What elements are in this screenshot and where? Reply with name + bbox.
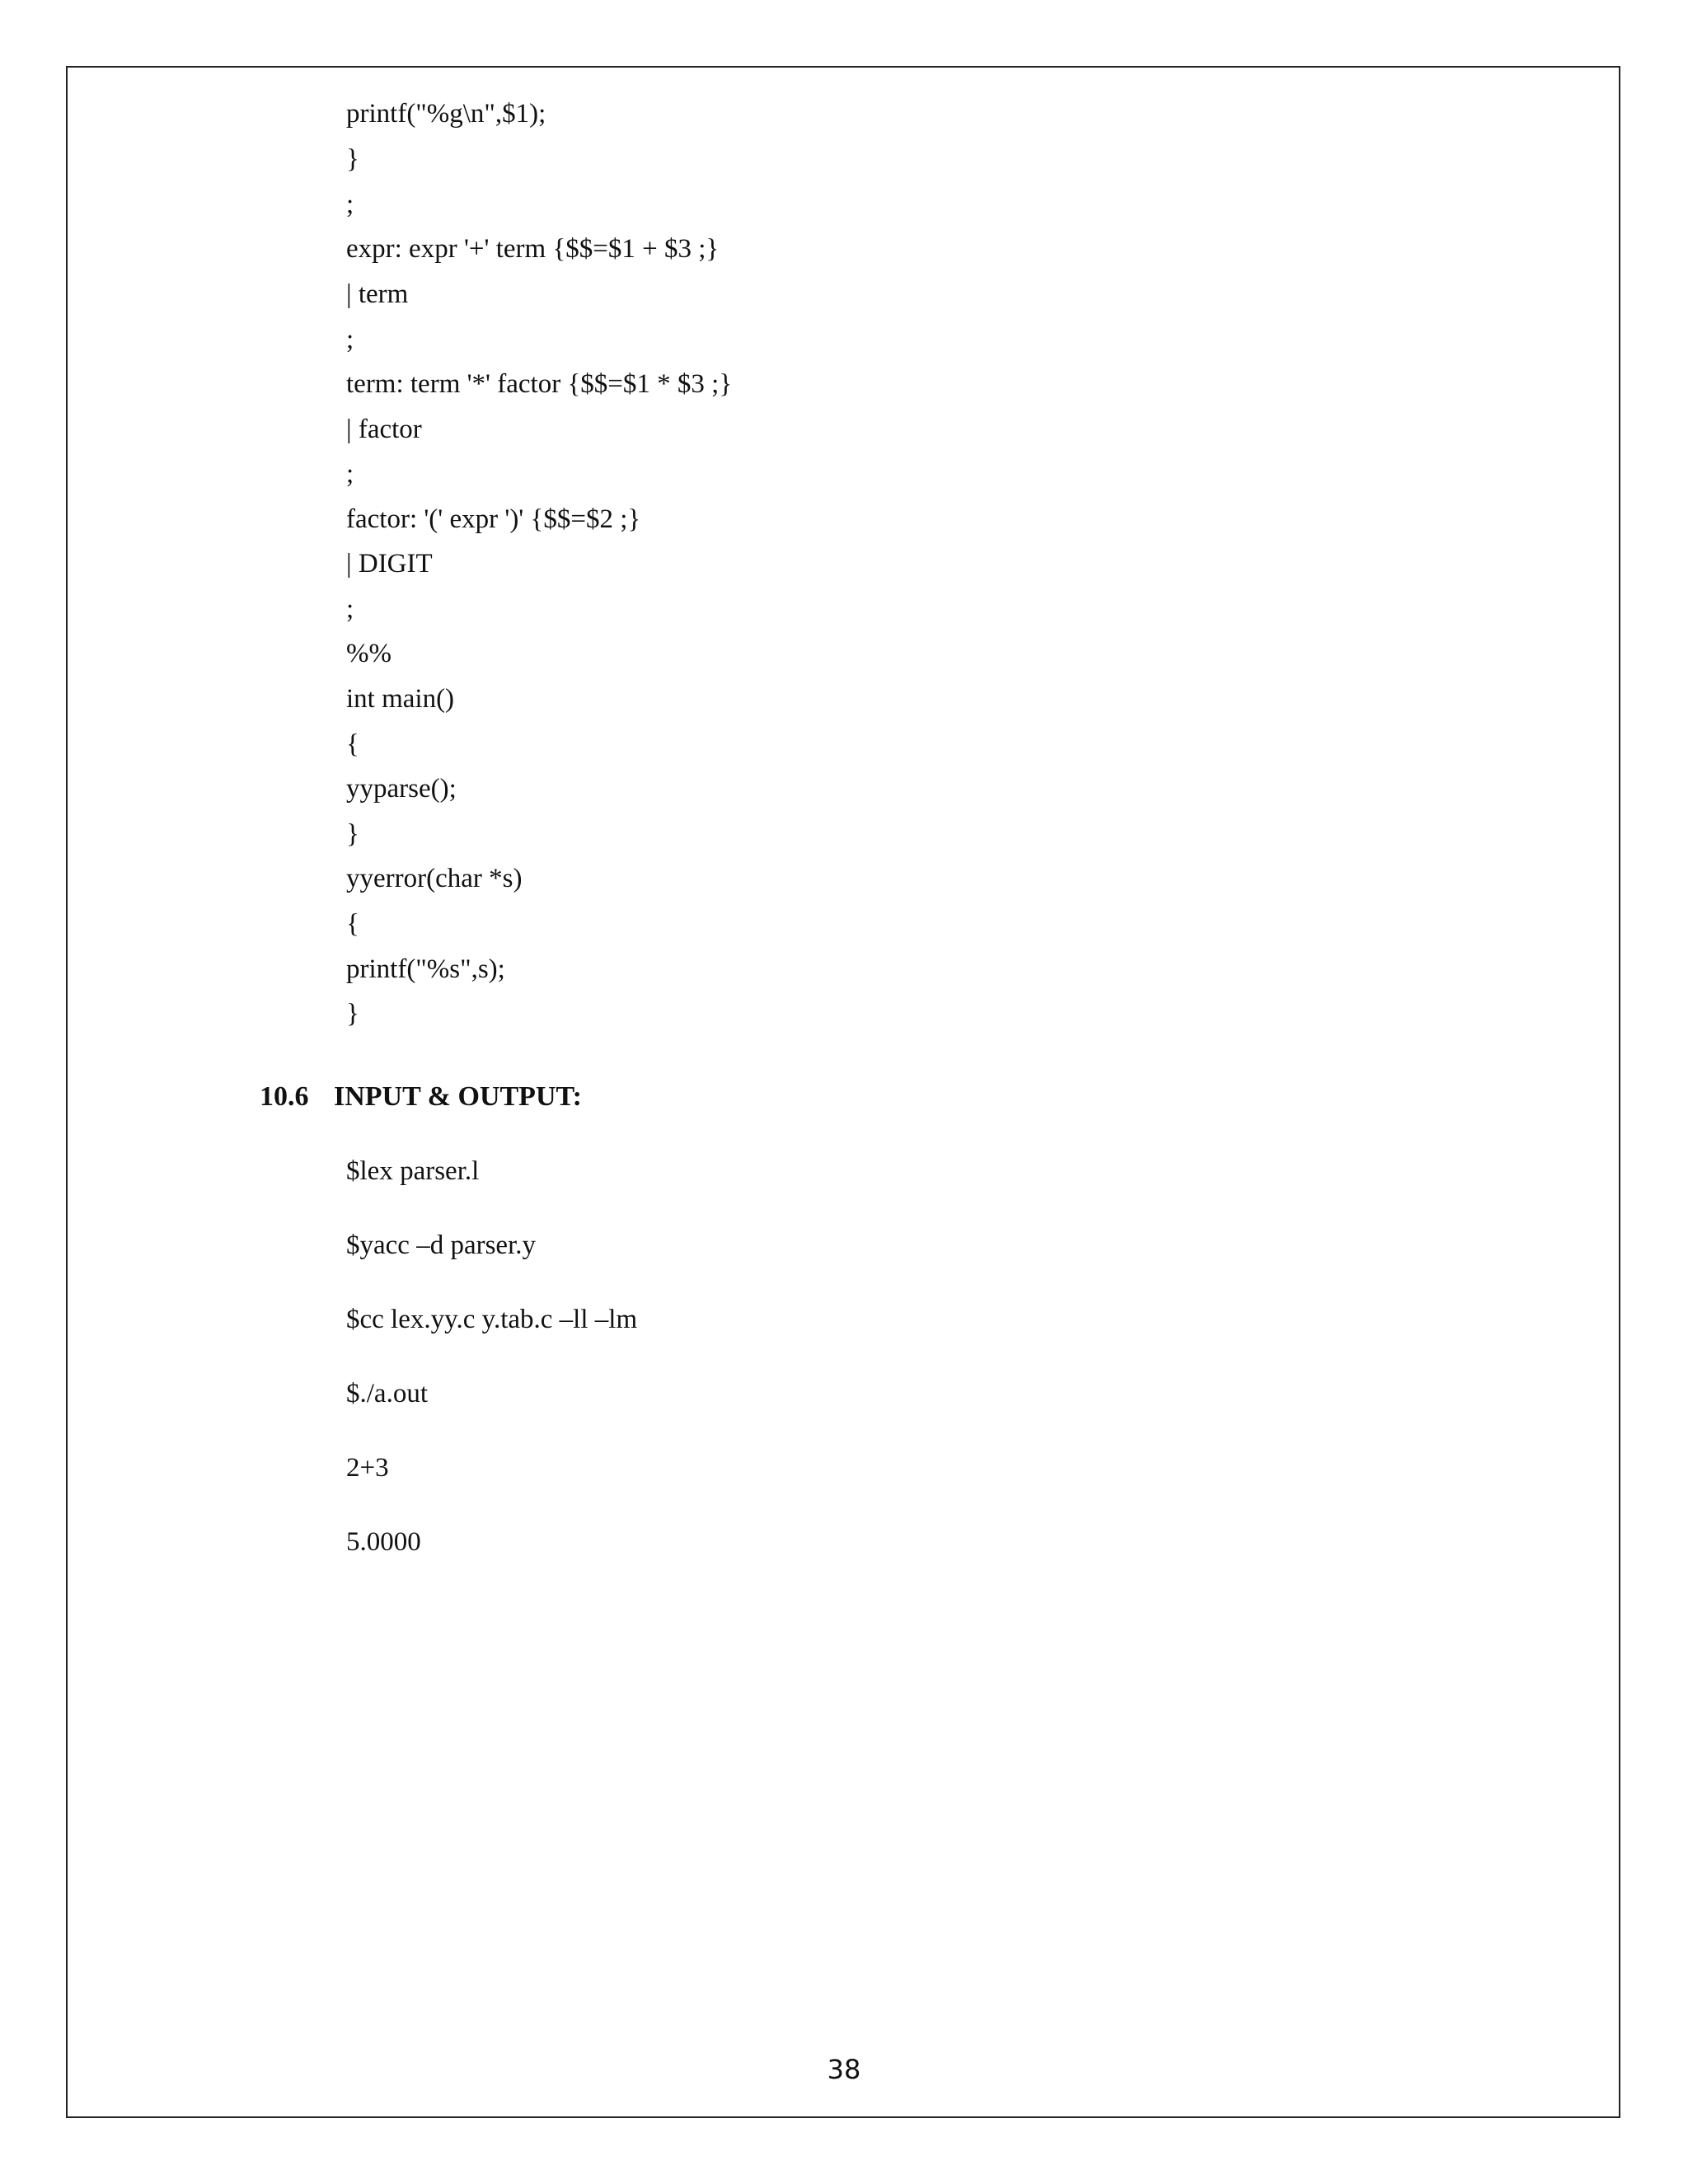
code-line: int main()	[346, 684, 455, 714]
code-line: {	[346, 729, 359, 759]
io-line: $yacc –d parser.y	[346, 1230, 536, 1260]
code-line: }	[346, 819, 359, 849]
section-heading	[260, 1080, 582, 1113]
page-number: 38	[827, 2054, 861, 2085]
code-line: %%	[346, 639, 392, 668]
code-line: factor: '(' expr ')' {$$=$2 ;}	[346, 504, 641, 534]
code-line: expr: expr '+' term {$$=$1 + $3 ;}	[346, 234, 720, 264]
section-title: INPUT & OUTPUT:	[334, 1081, 582, 1112]
io-line: $./a.out	[346, 1379, 428, 1408]
code-line: term: term '*' factor {$$=$1 * $3 ;}	[346, 369, 733, 399]
code-line: printf("%s",s);	[346, 954, 505, 984]
code-line: | factor	[346, 415, 422, 444]
code-line: }	[346, 144, 359, 174]
code-line: ;	[346, 325, 354, 354]
code-line: yyerror(char *s)	[346, 864, 523, 893]
code-line: ;	[346, 594, 354, 624]
code-line: | DIGIT	[346, 549, 433, 579]
io-line: $cc lex.yy.c y.tab.c –ll –lm	[346, 1305, 638, 1334]
io-line: 2+3	[346, 1453, 389, 1483]
code-line: }	[346, 999, 359, 1029]
section-number: 10.6	[260, 1081, 309, 1112]
code-line: {	[346, 909, 359, 939]
code-line: printf("%g\n",$1);	[346, 99, 546, 129]
code-line: ;	[346, 190, 354, 219]
io-line: 5.0000	[346, 1527, 421, 1557]
io-line: $lex parser.l	[346, 1156, 480, 1186]
code-line: ;	[346, 459, 354, 489]
code-line: | term	[346, 279, 409, 309]
code-line: yyparse();	[346, 774, 457, 804]
